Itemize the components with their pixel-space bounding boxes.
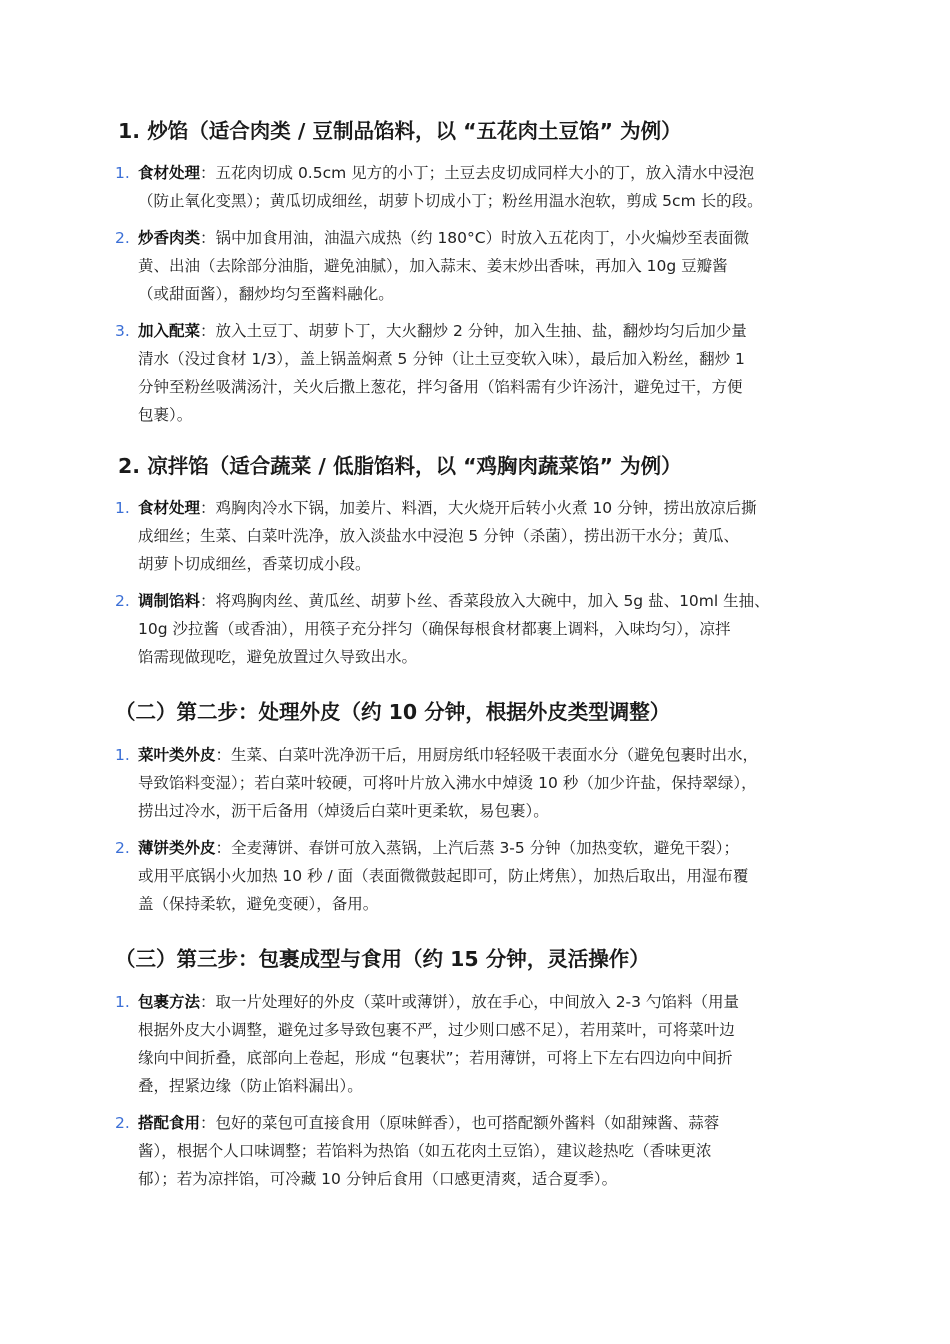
list-item-text [138,587,850,671]
text-line: 食材处理：鸡胸肉冷水下锅，加姜片、料酒，大火烧开后转小火煮 10 分钟，捞出放凉后撕 [138,499,757,517]
list-item-text [138,741,850,825]
list-number: 2. [115,229,130,247]
list-item-text [138,834,850,918]
section-heading: （三）第三步：包裹成型与食用（约 15 分钟，灵活操作） [115,947,650,971]
text-line: 胡萝卜切成细丝，香菜切成小段。 [138,555,371,573]
section-heading: 2. 凉拌馅（适合蔬菜 / 低脂馅料，以 “鸡胸肉蔬菜馅” 为例） [118,454,682,478]
item-term: 食材处理 [138,164,201,182]
text-line: 包裹方法：取一片处理好的外皮（菜叶或薄饼），放在手心，中间放入 2-3 勺馅料（用量 [138,993,739,1011]
list-number: 3. [115,322,130,340]
item-term: 搭配食用 [138,1114,201,1132]
text-line: 叠，捏紧边缘（防止馅料漏出）。 [138,1077,363,1095]
text-line: 捞出过冷水，沥干后备用（焯烫后白菜叶更柔软，易包裹）。 [138,802,549,820]
item-term: 调制馅料 [138,592,201,610]
text-line: 馅需现做现吃，避免放置过久导致出水。 [138,648,418,666]
section-heading: （二）第二步：处理外皮（约 10 分钟，根据外皮类型调整） [115,700,671,724]
list-item-text [138,224,850,308]
list-number: 1. [115,746,130,764]
text-line: 10g 沙拉酱（或香油），用筷子充分拌匀（确保每根食材都裹上调料，入味均匀），凉拌 [138,620,731,638]
text-line: （或甜面酱），翻炒均匀至酱料融化。 [138,285,394,303]
text-line: 包裹）。 [138,406,193,424]
item-term: 薄饼类外皮 [138,839,216,857]
section-heading: 1. 炒馅（适合肉类 / 豆制品馅料，以 “五花肉土豆馅” 为例） [118,119,682,143]
list-item-text [138,317,850,429]
text-line: 菜叶类外皮：生菜、白菜叶洗净沥干后，用厨房纸巾轻轻吸干表面水分（避免包裹时出水， [138,746,759,764]
text-line: 清水（没过食材 1/3），盖上锅盖焖煮 5 分钟（让土豆变软入味），最后加入粉丝，翻炒 1 [138,350,745,368]
text-line: 炒香肉类：锅中加食用油，油温六成热（约 180°C）时放入五花肉丁，小火煸炒至表面微 [138,229,750,247]
text-line: 根据外皮大小调整，避免过多导致包裹不严，过少则口感不足），若用菜叶，可将菜叶边 [138,1021,735,1039]
text-line: 分钟至粉丝吸满汤汁，关火后撒上葱花，拌匀备用（馅料需有少许汤汁，避免过干，方便 [138,378,743,396]
text-line: 缘向中间折叠，底部向上卷起，形成 “包裹状”；若用薄饼，可将上下左右四边向中间折 [138,1049,733,1067]
text-line: 郁）；若为凉拌馅，可冷藏 10 分钟后食用（口感更清爽，适合夏季）。 [138,1170,618,1188]
text-line: 搭配食用：包好的菜包可直接食用（原味鲜香），也可搭配额外酱料（如甜辣酱、蒜蓉 [138,1114,720,1132]
text-line: 调制馅料：将鸡胸肉丝、黄瓜丝、胡萝卜丝、香菜段放入大碗中，加入 5g 盐、10ml 生抽、 [138,592,770,610]
text-line: 酱），根据个人口味调整；若馅料为热馅（如五花肉土豆馅），建议趁热吃（香味更浓 [138,1142,712,1160]
list-number: 1. [115,499,130,517]
text-line: 成细丝；生菜、白菜叶洗净，放入淡盐水中浸泡 5 分钟（杀菌），捞出沥干水分；黄瓜、 [138,527,739,545]
text-line: （防止氧化变黑）；黄瓜切成细丝，胡萝卜切成小丁；粉丝用温水泡软，剪成 5cm 长的段。 [138,192,763,210]
text-line: 黄、出油（去除部分油脂，避免油腻），加入蒜末、姜末炒出香味，再加入 10g 豆瓣酱 [138,257,728,275]
text-line: 加入配菜：放入土豆丁、胡萝卜丁，大火翻炒 2 分钟，加入生抽、盐，翻炒均匀后加少量 [138,322,747,340]
list-item-text [138,1109,850,1193]
list-item-text [138,494,850,578]
item-term: 加入配菜 [138,322,201,340]
list-number: 2. [115,839,130,857]
list-number: 1. [115,164,130,182]
item-term: 炒香肉类 [138,229,201,247]
list-number: 1. [115,993,130,1011]
list-item-text [138,159,850,215]
item-term: 食材处理 [138,499,201,517]
list-number: 2. [115,592,130,610]
text-line: 薄饼类外皮：全麦薄饼、春饼可放入蒸锅，上汽后蒸 3-5 分钟（加热变软，避免干裂）； [138,839,739,857]
list-number: 2. [115,1114,130,1132]
item-term: 菜叶类外皮 [138,746,216,764]
item-term: 包裹方法 [138,993,201,1011]
text-line: 或用平底锅小火加热 10 秒 / 面（表面微微鼓起即可，防止烤焦），加热后取出，用湿布覆 [138,867,749,885]
text-line: 食材处理：五花肉切成 0.5cm 见方的小丁；土豆去皮切成同样大小的丁，放入清水中浸泡 [138,164,755,182]
text-line: 盖（保持柔软，避免变硬），备用。 [138,895,379,913]
list-item-text [138,988,850,1100]
text-line: 导致馅料变湿）；若白菜叶较硬，可将叶片放入沸水中焯烫 10 秒（加少许盐，保持翠绿）， [138,774,757,792]
